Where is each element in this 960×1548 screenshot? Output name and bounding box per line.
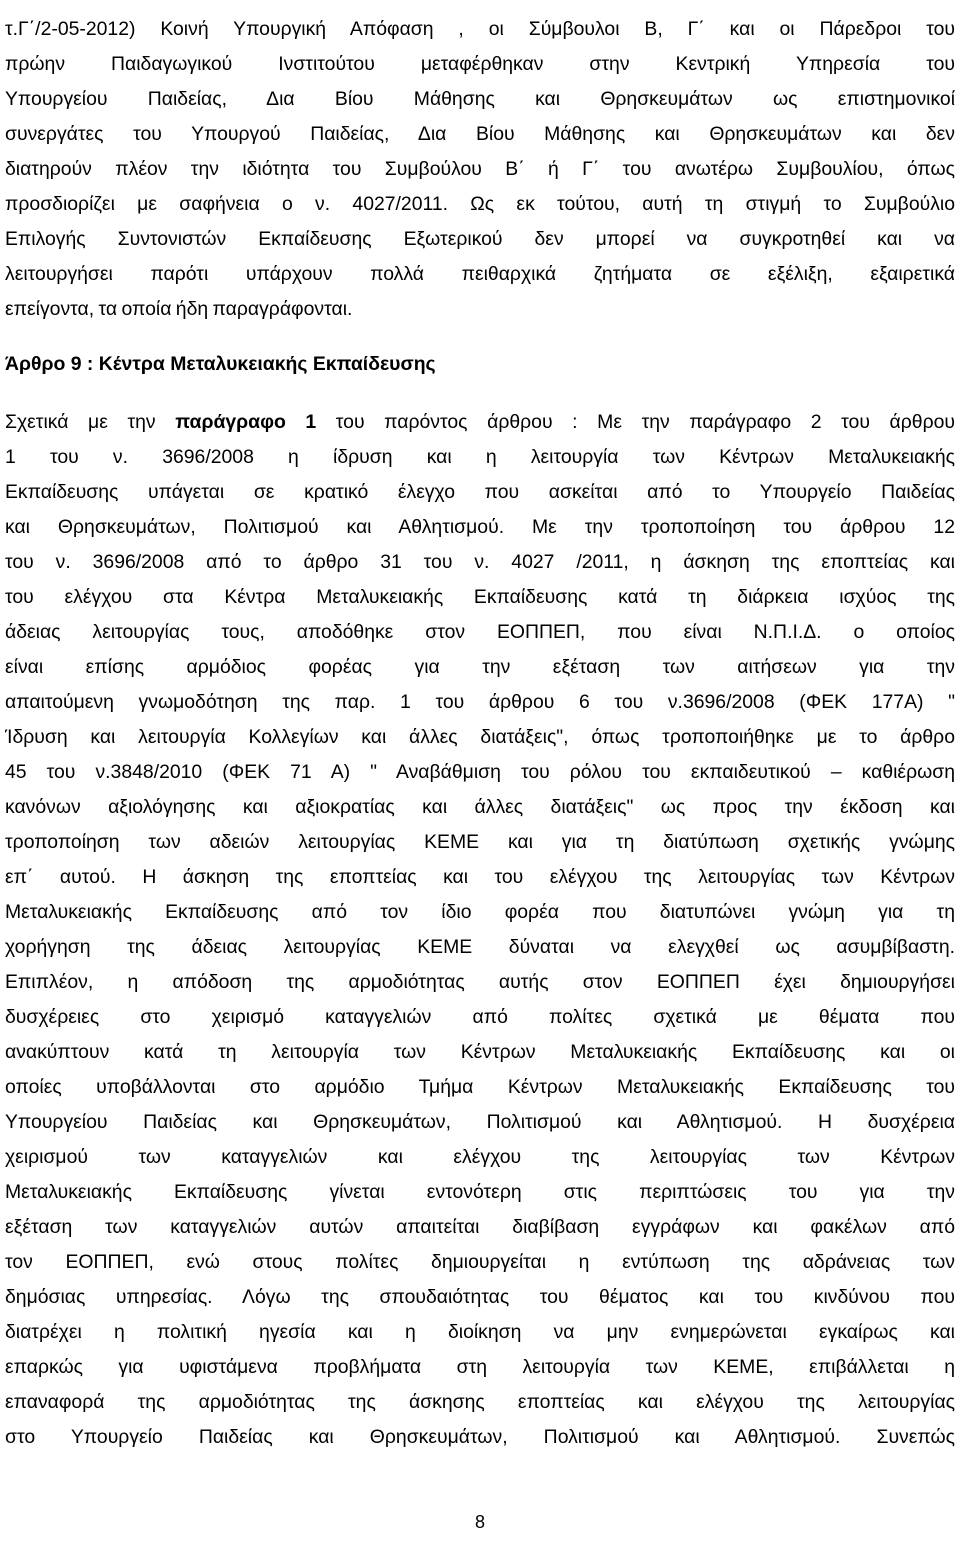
text-line: Μεταλυκειακής Εκπαίδευσης γίνεται εντονότερη στις περιπτώσεις του για την xyxy=(5,1181,955,1203)
text-line: δυσχέρειες στο χειρισμό καταγγελιών από πολίτες σχετικά με θέματα που xyxy=(5,1006,955,1028)
text-line: του ελέγχου στα Κέντρα Μεταλυκειακής Εκπαίδευσης κατά τη διάρκεια ισχύος της xyxy=(5,586,955,608)
text-line: χορήγηση της άδειας λειτουργίας ΚΕΜΕ δύναται να ελεγχθεί ως ασυμβίβαστη. xyxy=(5,936,955,958)
text-line: 45 του ν.3848/2010 (ΦΕΚ 71 Α) " Αναβάθμιση του ρόλου του εκπαιδευτικού – καθιέρωση xyxy=(5,761,955,783)
text-line: οποίες υποβάλλονται στο αρμόδιο Τμήμα Κέντρων Μεταλυκειακής Εκπαίδευσης του xyxy=(5,1076,955,1098)
bold-reference: παράγραφο 1 xyxy=(175,411,317,433)
text-line: κανόνων αξιολόγησης και αξιοκρατίας και άλλες διατάξεις" ως προς την έκδοση και xyxy=(5,796,955,818)
text-line: Εκπαίδευσης υπάγεται σε κρατικό έλεγχο που ασκείται από το Υπουργείο Παιδείας xyxy=(5,481,955,503)
text-line: Επιλογής Συντονιστών Εκπαίδευσης Εξωτερικού δεν μπορεί να συγκροτηθεί και να xyxy=(5,228,955,250)
text-line: τροποποίηση των αδειών λειτουργίας ΚΕΜΕ και για τη διατύπωση σχετικής γνώμης xyxy=(5,831,955,853)
text-line: επ΄ αυτού. Η άσκηση της εποπτείας και του ελέγχου της λειτουργίας των Κέντρων xyxy=(5,866,955,888)
text-line: είναι επίσης αρμόδιος φορέας για την εξέταση των αιτήσεων για την xyxy=(5,656,955,678)
text-line: Υπουργείου Παιδείας και Θρησκευμάτων, Πολιτισμού και Αθλητισμού. Η δυσχέρεια xyxy=(5,1111,955,1133)
text-line: εξέταση των καταγγελιών αυτών απαιτείται διαβίβαση εγγράφων και φακέλων από xyxy=(5,1216,955,1238)
page-number: 8 xyxy=(474,1512,485,1532)
text-segment: Σχετικά με την xyxy=(5,411,176,433)
text-line: διατρέχει η πολιτική ηγεσία και η διοίκηση να μην ενημερώνεται εγκαίρως και xyxy=(5,1321,955,1343)
text-line: τον ΕΟΠΠΕΠ, ενώ στους πολίτες δημιουργείται η εντύπωση της αδράνειας των xyxy=(5,1251,955,1273)
text-line: επαρκώς για υφιστάμενα προβλήματα στη λειτουργία των ΚΕΜΕ, επιβάλλεται η xyxy=(5,1356,955,1378)
text-line: και Θρησκευμάτων, Πολιτισμού και Αθλητισμού. Με την τροποποίηση του άρθρου 12 xyxy=(5,516,955,538)
text-line: πρώην Παιδαγωγικού Ινστιτούτου μεταφέρθηκαν στην Κεντρική Υπηρεσία του xyxy=(5,53,955,75)
text-line: ανακύπτουν κατά τη λειτουργία των Κέντρων Μεταλυκειακής Εκπαίδευσης και οι xyxy=(5,1041,955,1063)
text-line: Επιπλέον, η απόδοση της αρμοδιότητας αυτής στον ΕΟΠΠΕΠ έχει δημιουργήσει xyxy=(5,971,955,993)
text-line: άδειας λειτουργίας τους, αποδόθηκε στον ΕΟΠΠΕΠ, που είναι Ν.Π.Ι.Δ. ο οποίος xyxy=(5,621,955,643)
text-line: του ν. 3696/2008 από το άρθρο 31 του ν. 4027 /2011, η άσκηση της εποπτείας και xyxy=(5,551,955,573)
text-line: χειρισμού των καταγγελιών και ελέγχου της λειτουργίας των Κέντρων xyxy=(5,1146,955,1168)
paragraph-article-9 xyxy=(5,405,955,1455)
text-line: επείγοντα, τα οποία ήδη παραγράφονται. xyxy=(5,298,353,320)
text-line: Μεταλυκειακής Εκπαίδευσης από τον ίδιο φορέα που διατυπώνει γνώμη για τη xyxy=(5,901,955,923)
text-line: επαναφορά της αρμοδιότητας της άσκησης εποπτείας και ελέγχου της λειτουργίας xyxy=(5,1391,955,1413)
text-line: λειτουργήσει παρότι υπάρχουν πολλά πειθαρχικά ζητήματα σε εξέλιξη, εξαιρετικά xyxy=(5,263,955,285)
text-segment: του παρόντος άρθρου : Με την παράγραφο 2 του άρθρου xyxy=(316,411,955,433)
text-line: απαιτούμενη γνωμοδότηση της παρ. 1 του άρθρου 6 του ν.3696/2008 (ΦΕΚ 177Α) " xyxy=(5,691,955,713)
text-line: τ.Γ΄/2-05-2012) Κοινή Υπουργική Απόφαση , οι Σύμβουλοι Β, Γ΄ και οι Πάρεδροι του xyxy=(5,18,955,40)
text-line xyxy=(5,405,955,440)
article-heading: Άρθρο 9 : Κέντρα Μεταλυκειακής Εκπαίδευσης xyxy=(5,353,436,375)
text-line: Υπουργείου Παιδείας, Δια Βίου Μάθησης και Θρησκευμάτων ως επιστημονικοί xyxy=(5,88,955,110)
text-line: στο Υπουργείο Παιδείας και Θρησκευμάτων, Πολιτισμού και Αθλητισμού. Συνεπώς xyxy=(5,1426,955,1448)
text-line: διατηρούν πλέον την ιδιότητα του Συμβούλου Β΄ ή Γ΄ του ανωτέρω Συμβουλίου, όπως xyxy=(5,158,955,180)
text-line: Ίδρυση και λειτουργία Κολλεγίων και άλλες διατάξεις", όπως τροποποιήθηκε με το άρθρο xyxy=(5,726,955,748)
text-line: συνεργάτες του Υπουργού Παιδείας, Δια Βίου Μάθησης και Θρησκευμάτων και δεν xyxy=(5,123,955,145)
text-line: προσδιορίζει με σαφήνεια ο ν. 4027/2011. Ως εκ τούτου, αυτή τη στιγμή το Συμβούλιο xyxy=(5,193,955,215)
text-line: 1 του ν. 3696/2008 η ίδρυση και η λειτουργία των Κέντρων Μεταλυκειακής xyxy=(5,446,955,468)
paragraph-council xyxy=(5,12,955,327)
text-line: δημόσιας υπηρεσίας. Λόγω της σπουδαιότητας του θέματος και του κινδύνου που xyxy=(5,1286,955,1308)
